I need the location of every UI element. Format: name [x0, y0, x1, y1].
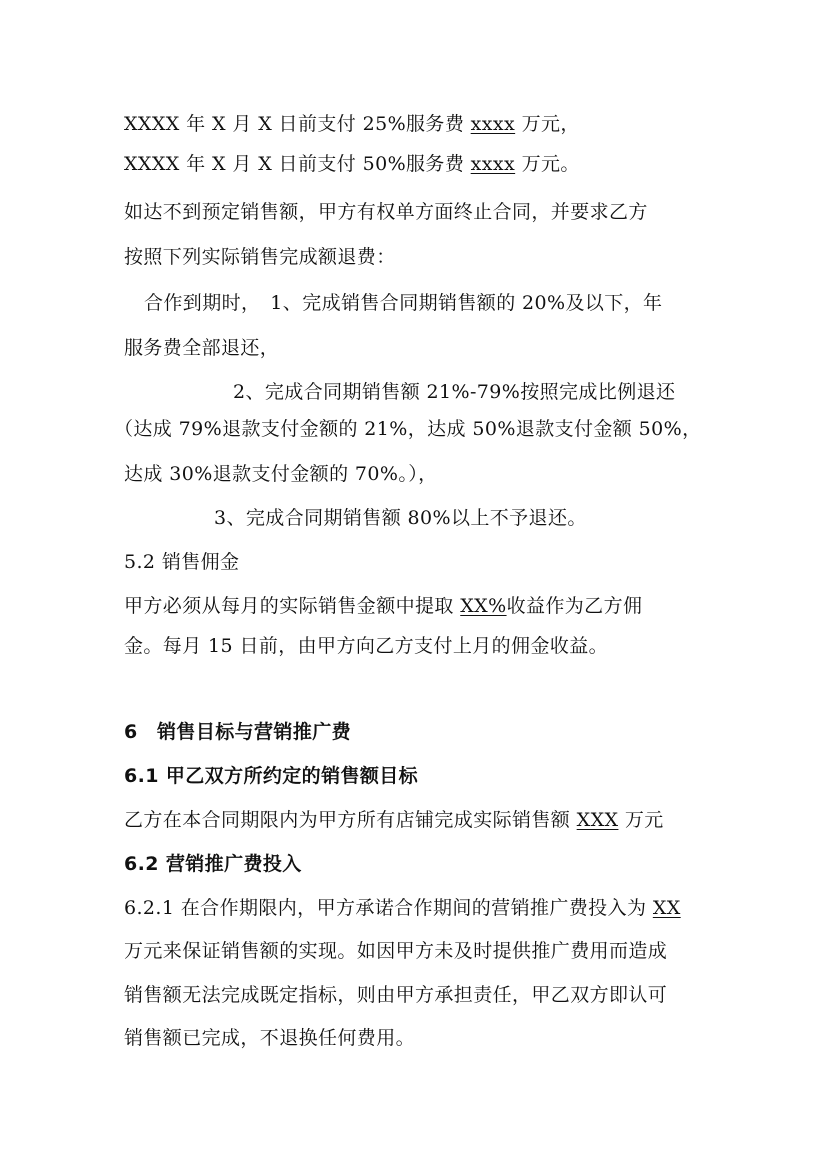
amount-blank: xxxx [470, 153, 516, 175]
commission-line [124, 592, 642, 620]
paragraph-line: 如达不到预定销售额，甲方有权单方面终止合同，并要求乙方 [124, 201, 648, 223]
section-6-2-heading: 6.2 营销推广费投入 [124, 853, 302, 875]
text: XXXX 年 X 月 X 日前支付 25%服务费 [124, 113, 471, 135]
payment-50-line [124, 150, 580, 178]
amount-blank: XX [652, 897, 681, 919]
paragraph-line: 达成 30%退款支付金额的 70%。）， [124, 463, 438, 485]
text: 收益作为乙方佣 [506, 595, 643, 617]
text: 乙方在本合同期限内为甲方所有店铺完成实际销售额 [124, 809, 577, 831]
percent-blank: XX% [460, 595, 507, 617]
paragraph-line: 合作到期时， 1、完成销售合同期销售额的 20%及以下，年 [144, 292, 663, 314]
section-6-heading: 6 销售目标与营销推广费 [124, 721, 352, 743]
sales-target-line [124, 806, 664, 834]
payment-25-line [124, 110, 580, 138]
text: 万元 [618, 809, 664, 831]
paragraph-line: 按照下列实际销售完成额退费： [124, 246, 396, 268]
paragraph-line: 万元来保证销售额的实现。如因甲方未及时提供推广费用而造成 [124, 940, 668, 962]
text: 万元。 [515, 153, 580, 175]
amount-blank: xxxx [470, 113, 516, 135]
paragraph-line: （达成 79%退款支付金额的 21%，达成 50%退款支付金额 50%， [114, 418, 702, 440]
paragraph-line: 2、完成合同期销售额 21%-79%按照完成比例退还 [233, 381, 676, 403]
text: 甲方必须从每月的实际销售金额中提取 [124, 595, 461, 617]
paragraph-line: 销售额无法完成既定指标，则由甲方承担责任，甲乙双方即认可 [124, 984, 668, 1006]
text: 6.2.1 在合作期限内，甲方承诺合作期间的营销推广费投入为 [124, 897, 653, 919]
text: XXXX 年 X 月 X 日前支付 50%服务费 [124, 153, 471, 175]
amount-blank: XXX [576, 809, 619, 831]
paragraph-line: 服务费全部退还， [124, 337, 280, 359]
section-heading: 5.2 销售佣金 [124, 551, 240, 573]
marketing-fee-line [124, 894, 681, 922]
paragraph-line: 销售额已完成，不退换任何费用。 [124, 1027, 416, 1049]
paragraph-line: 3、完成合同期销售额 80%以上不予退还。 [214, 507, 587, 529]
section-6-1-heading: 6.1 甲乙双方所约定的销售额目标 [124, 765, 419, 787]
paragraph-line: 金。每月 15 日前，由甲方向乙方支付上月的佣金收益。 [124, 635, 609, 657]
text: 万元， [515, 113, 580, 135]
